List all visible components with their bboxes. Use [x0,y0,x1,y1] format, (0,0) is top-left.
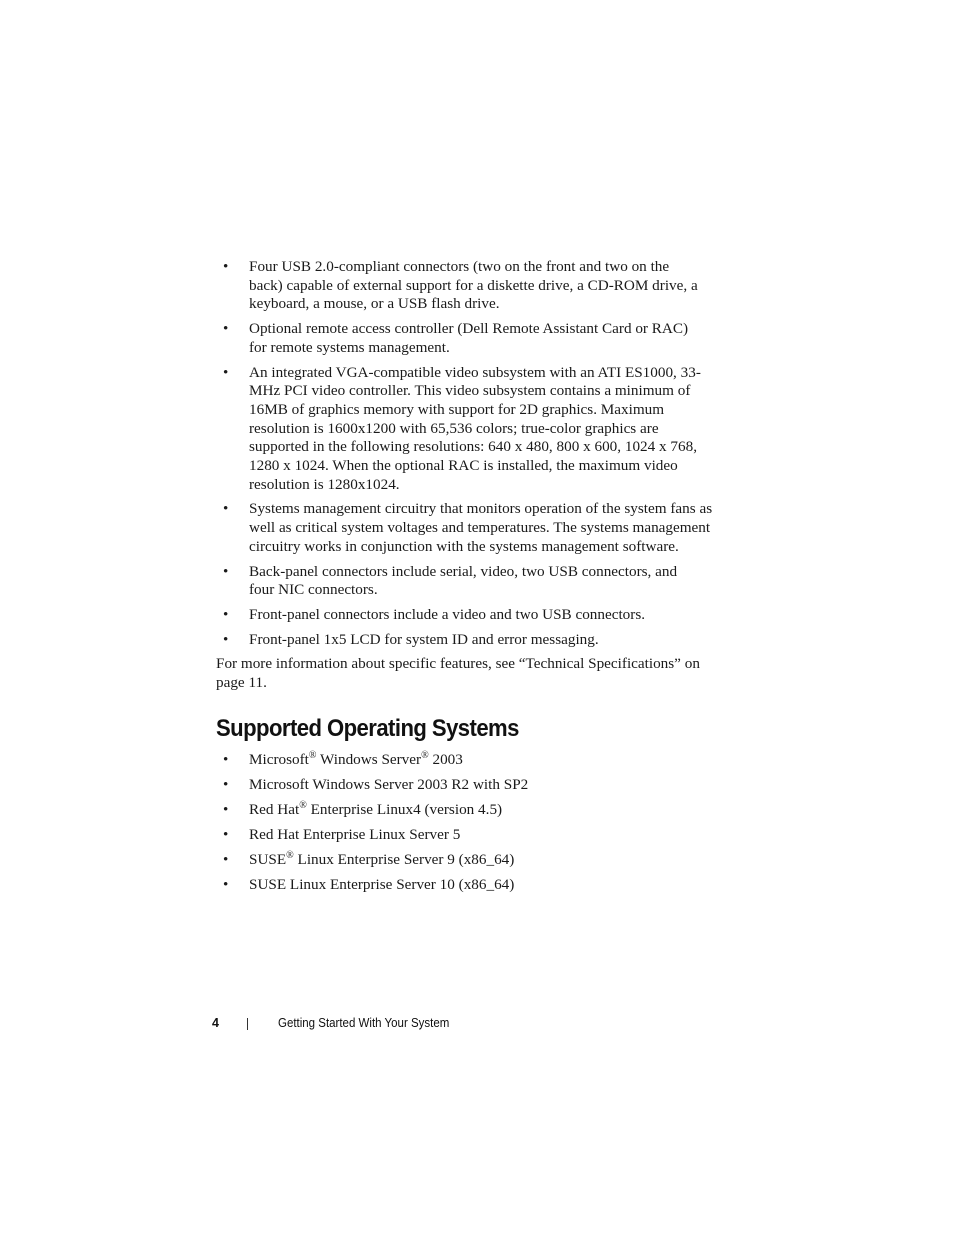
os-name: SUSE Linux Enterprise Server 10 (x86_64) [249,875,515,893]
list-item [216,826,716,845]
registered-mark: ® [308,749,317,761]
list-item [216,631,719,650]
bullet-icon: • [223,320,229,338]
feature-text: Systems management circuitry that monitors operation of the system fans as well as critical system voltages and temperatures. The systems management circuitry works in conjunction with the systems management software. [249,500,713,555]
list-item [216,876,716,895]
bullet-icon: • [223,825,229,843]
list-item [216,563,694,600]
feature-text: Four USB 2.0-compliant connectors (two on the front and two on the back) capable of external support for a diskette drive, a CD-ROM drive, a keyboard, a mouse, or a USB flash drive. [249,258,698,313]
list-item [216,320,709,357]
os-version: 2003 [428,750,463,768]
list-item [216,258,704,314]
bullet-icon: • [223,258,229,275]
section-heading: Supported Operating Systems [216,714,519,742]
footer-divider [247,1018,248,1030]
more-info-paragraph: For more information about specific features, see “Technical Specifications” on page 11. [216,655,700,692]
registered-mark: ® [286,849,294,861]
os-name: Red Hat Enterprise Linux Server 5 [249,825,461,843]
bullet-icon: • [223,630,229,648]
list-item [216,500,729,556]
list-item [216,606,719,625]
os-list [216,751,716,895]
os-name: Enterprise Linux4 (version 4.5) [306,800,503,818]
footer-title: Getting Started With Your System [278,1016,450,1030]
feature-text: An integrated VGA-compatible video subsystem with an ATI ES1000, 33-MHz PCI video controller. This video subsystem contains a minimum of 16MB of graphics memory with support for 2D graphics. Maximum resolution is 1600x1200 with 65,536 colors; true-color graphics are supported in the following resolutions: 640 x 480, 800 x 600, 1024 x 768, 1280 x 1024. When the optional RAC is installed, the maximum video resolution is 1280x1024. [249,363,701,493]
feature-text: Front-panel connectors include a video and two USB connectors. [249,605,646,623]
bullet-icon: • [223,500,229,518]
bullet-icon: • [223,562,229,580]
bullet-icon: • [223,850,229,868]
feature-list [216,258,716,649]
feature-text: Back-panel connectors include serial, video, two USB connectors, and four NIC connectors. [249,562,678,599]
os-name: Windows Server [316,750,422,768]
bullet-icon: • [223,750,229,768]
list-item [216,851,716,870]
bullet-icon: • [223,605,229,623]
list-item [216,776,716,795]
page-content [216,258,716,901]
list-item [216,364,719,495]
list-item [216,751,716,770]
registered-mark: ® [299,799,307,811]
os-name: Microsoft [249,750,309,768]
bullet-icon: • [223,363,229,381]
page-number: 4 [212,1016,219,1030]
registered-mark: ® [421,749,429,761]
bullet-icon: • [223,875,229,893]
bullet-icon: • [223,800,229,818]
bullet-icon: • [223,775,229,793]
os-name: Linux Enterprise Server 9 (x86_64) [293,850,515,868]
feature-text: Front-panel 1x5 LCD for system ID and error messaging. [249,630,599,648]
feature-text: Optional remote access controller (Dell Remote Assistant Card or RAC) for remote systems management. [249,320,689,356]
list-item [216,801,716,820]
os-name: Microsoft Windows Server 2003 R2 with SP2 [249,775,529,793]
os-name: SUSE [249,850,287,868]
os-name: Red Hat [249,800,300,818]
